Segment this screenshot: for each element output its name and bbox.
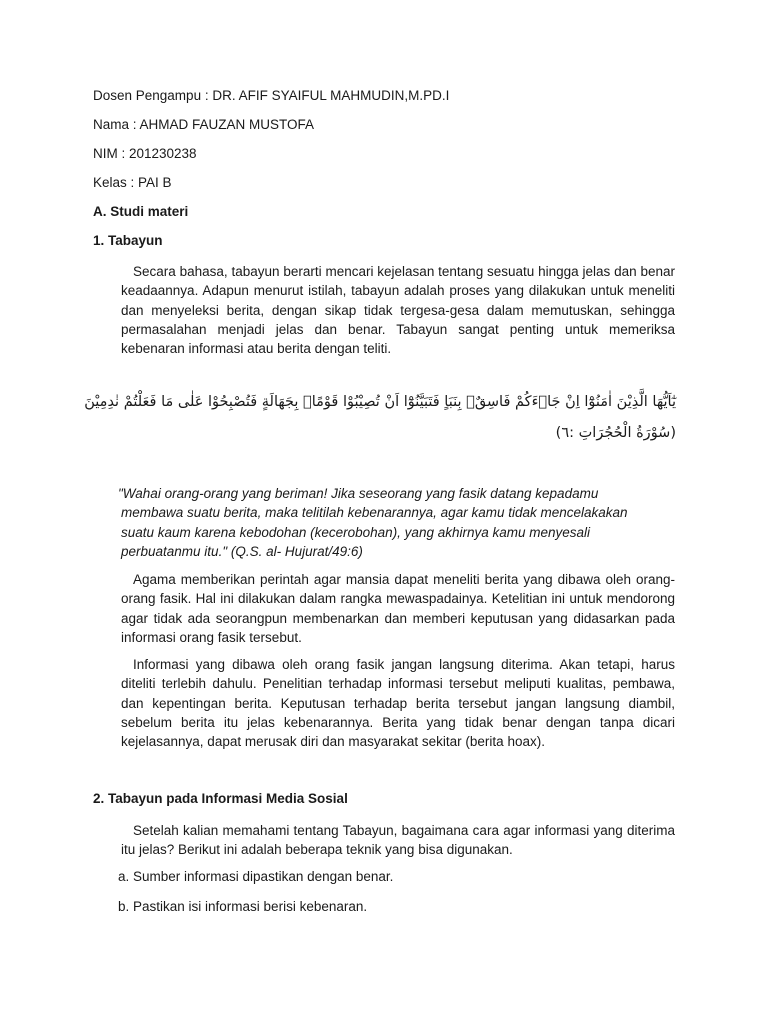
list-item-a: a. Sumber informasi dipastikan dengan benar. [118,869,394,884]
quran-verse: يٰٓاَيُّهَا الَّذِيْنَ اٰمَنُوْٓا اِنْ جَاۤءَكُمْ فَاسِقٌۢ بِنَبَاٍ فَتَبَيَّنُوْٓا اَنْ تُصِيْبُوْا قَوْمًاۢ بِجَهَالَةٍ فَتُصْبِحُوْا عَلٰى مَا فَعَلْتُمْ نٰدِمِيْنَ [84,394,676,410]
information-verification-paragraph: Informasi yang dibawa oleh orang fasik jangan langsung diterima. Akan tetapi, harus diteliti terlebih dahulu. Penelitian terhadap informasi tersebut meliputi kualitas, pembawa, dan kepentingan berita. Keputusan terhadap berita tersebut jangan langsung diambil, sebelum berita itu jelas kebenarannya. Berita yang tidak benar dengan tanpa dicari kejelasannya, dapat merusak diri dan masyarakat sekitar (berita hoax). [121,657,675,750]
section-a-heading: A. Studi materi [93,204,189,219]
verse-translation-line: perbuatanmu itu." (Q.S. al- Hujurat/49:6) [121,543,363,559]
verse-translation-line: suatu kaum karena kebodohan (kecerobohan), yang akhirnya kamu menyesali [121,524,591,540]
tabayun-definition-paragraph: Secara bahasa, tabayun berarti mencari kejelasan tentang sesuatu hingga jelas dan benar keadaannya. Adapun menurut istilah, tabayun adalah proses yang dilakukan untuk meneliti dan menyeleksi berita, dengan sikap tidak tergesa-gesa dalam memutuskan, sehingga permasalahan menjadi jelas dan benar. Tabayun sangat penting untuk memeriksa kebenaran informasi atau berita dengan teliti. [121,264,675,357]
list-item-b: b. Pastikan isi informasi berisi kebenaran. [118,899,368,914]
verse-translation-line: membawa suatu berita, maka telitilah kebenarannya, agar kamu tidak mencelakakan [121,505,628,521]
religious-command-paragraph: Agama memberikan perintah agar mansia dapat meneliti berita yang dibawa oleh orang-orang fasik. Hal ini dilakukan dalam rangka mewaspadainya. Ketelitian ini untuk mendorong agar tidak ada seorangpun membenarkan dan memberi keputusan yang didasarkan pada informasi orang fasik tersebut. [121,572,675,645]
verse-translation-line: "Wahai orang-orang yang beriman! Jika seseorang yang fasik datang kepadamu [118,486,599,501]
quran-verse-reference: (سُوْرَةُ الْحُجُرَاتِ :٦) [555,425,676,441]
section-2-heading: 2. Tabayun pada Informasi Media Sosial [93,791,348,806]
section-1-heading: 1. Tabayun [93,233,163,248]
student-nim-line: NIM : 201230238 [93,146,197,161]
verse-translation [118,484,678,561]
social-media-intro-paragraph: Setelah kalian memahami tentang Tabayun, bagaimana cara agar informasi yang diterima itu jelas? Berikut ini adalah beberapa teknik yang bisa digunakan. [121,823,675,858]
lecturer-line: Dosen Pengampu : DR. AFIF SYAIFUL MAHMUDIN,M.PD.I [93,88,450,103]
student-name-line: Nama : AHMAD FAUZAN MUSTOFA [93,117,315,132]
class-line: Kelas : PAI B [93,175,172,190]
